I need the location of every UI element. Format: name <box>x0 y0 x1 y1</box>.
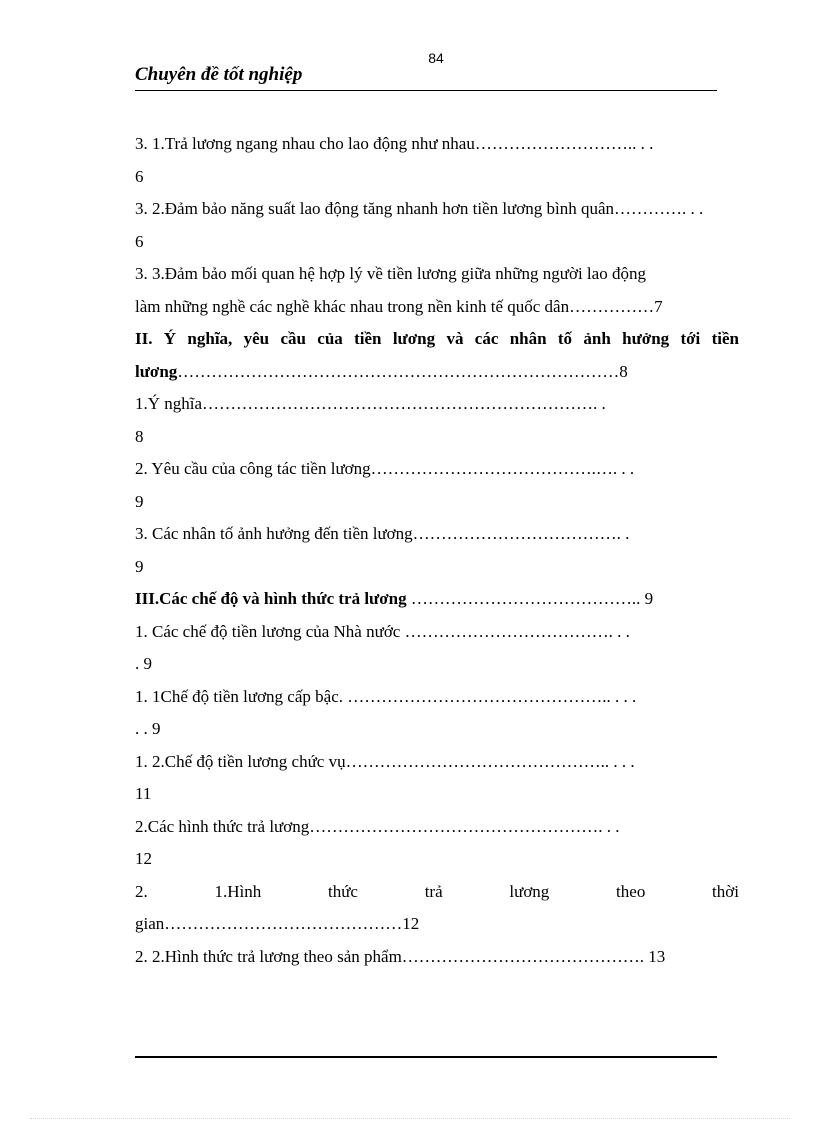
toc-entry-iii-1-page: . 9 <box>135 654 152 673</box>
footer-rule <box>135 1056 717 1058</box>
toc-section-ii-cont <box>135 356 739 389</box>
toc-entry-iii-2-1-cont: gian……………………………………12 <box>135 914 420 933</box>
toc-entry-3-3: 3. 3.Đảm bảo mối quan hệ hợp lý về tiền lương giữa những người lao động <box>135 264 646 283</box>
toc-entry-iii-1-1: 1. 1Chế độ tiền lương cấp bậc. ……………………………………….. . . . <box>135 686 637 706</box>
toc-entry-iii-2-1: 2. 1.Hình thức trả lương theo thời <box>135 881 739 901</box>
toc-entry-ii-3-page: 9 <box>135 556 144 576</box>
document-header-title: Chuyên đề tốt nghiệp <box>135 64 303 85</box>
toc-entry-3-1: 3. 1.Trả lương ngang nhau cho lao động như nhau……………………….. . . <box>135 134 654 153</box>
toc-entry-iii-1-2-page: 11 <box>135 784 152 803</box>
toc-entry-3-3-cont: làm những nghề các nghề khác nhau trong nền kinh tế quốc dân……………7 <box>135 296 663 316</box>
toc-entry-ii-1: 1.Ý nghĩa……………………………………………………………. . <box>135 394 606 413</box>
page-number: 84 <box>428 50 444 66</box>
toc-entry-ii-2-page: 9 <box>135 491 144 511</box>
toc-section-iii-title: III.Các chế độ và hình thức trả lương <box>135 589 407 608</box>
toc-entry-iii-1-1-page: . . 9 <box>135 719 161 738</box>
toc-entry-3-1-page: 6 <box>135 166 144 186</box>
toc-section-iii <box>135 583 739 616</box>
toc-section-ii-word: lương <box>135 361 178 381</box>
header-rule <box>135 90 717 91</box>
page-bottom-border <box>30 1118 790 1119</box>
toc-entry-3-2: 3. 2.Đảm bảo năng suất lao động tăng nhanh hơn tiền lương bình quân…………. . . <box>135 199 704 218</box>
toc-entry-ii-2: 2. Yêu cầu của công tác tiền lương………………………………….…. . . <box>135 459 635 478</box>
toc-section-ii-leader: ……………………………………………………………………8 <box>177 361 628 381</box>
toc-entry-iii-2-2: 2. 2.Hình thức trả lương theo sản phẩm……………………………………. 13 <box>135 946 666 966</box>
toc-section-iii-leader: ………………………………….. 9 <box>406 589 654 608</box>
toc-entry-3-2-page: 6 <box>135 231 144 251</box>
toc-entry-iii-1-2: 1. 2.Chế độ tiền lương chức vụ……………………………………….. . . . <box>135 751 635 771</box>
toc-entry-iii-2: 2.Các hình thức trả lương……………………………………………. . . <box>135 816 620 836</box>
table-of-contents <box>135 128 739 973</box>
toc-entry-ii-1-page: 8 <box>135 426 144 446</box>
toc-entry-iii-2-page: 12 <box>135 849 152 868</box>
toc-entry-ii-3: 3. Các nhân tố ảnh hưởng đến tiền lương………………………………. . <box>135 524 630 543</box>
toc-section-ii: II. Ý nghĩa, yêu cầu của tiền lương và các nhân tố ảnh hưởng tới tiền <box>135 329 739 348</box>
toc-entry-iii-1: 1. Các chế độ tiền lương của Nhà nước ………………………………. . . <box>135 621 630 641</box>
